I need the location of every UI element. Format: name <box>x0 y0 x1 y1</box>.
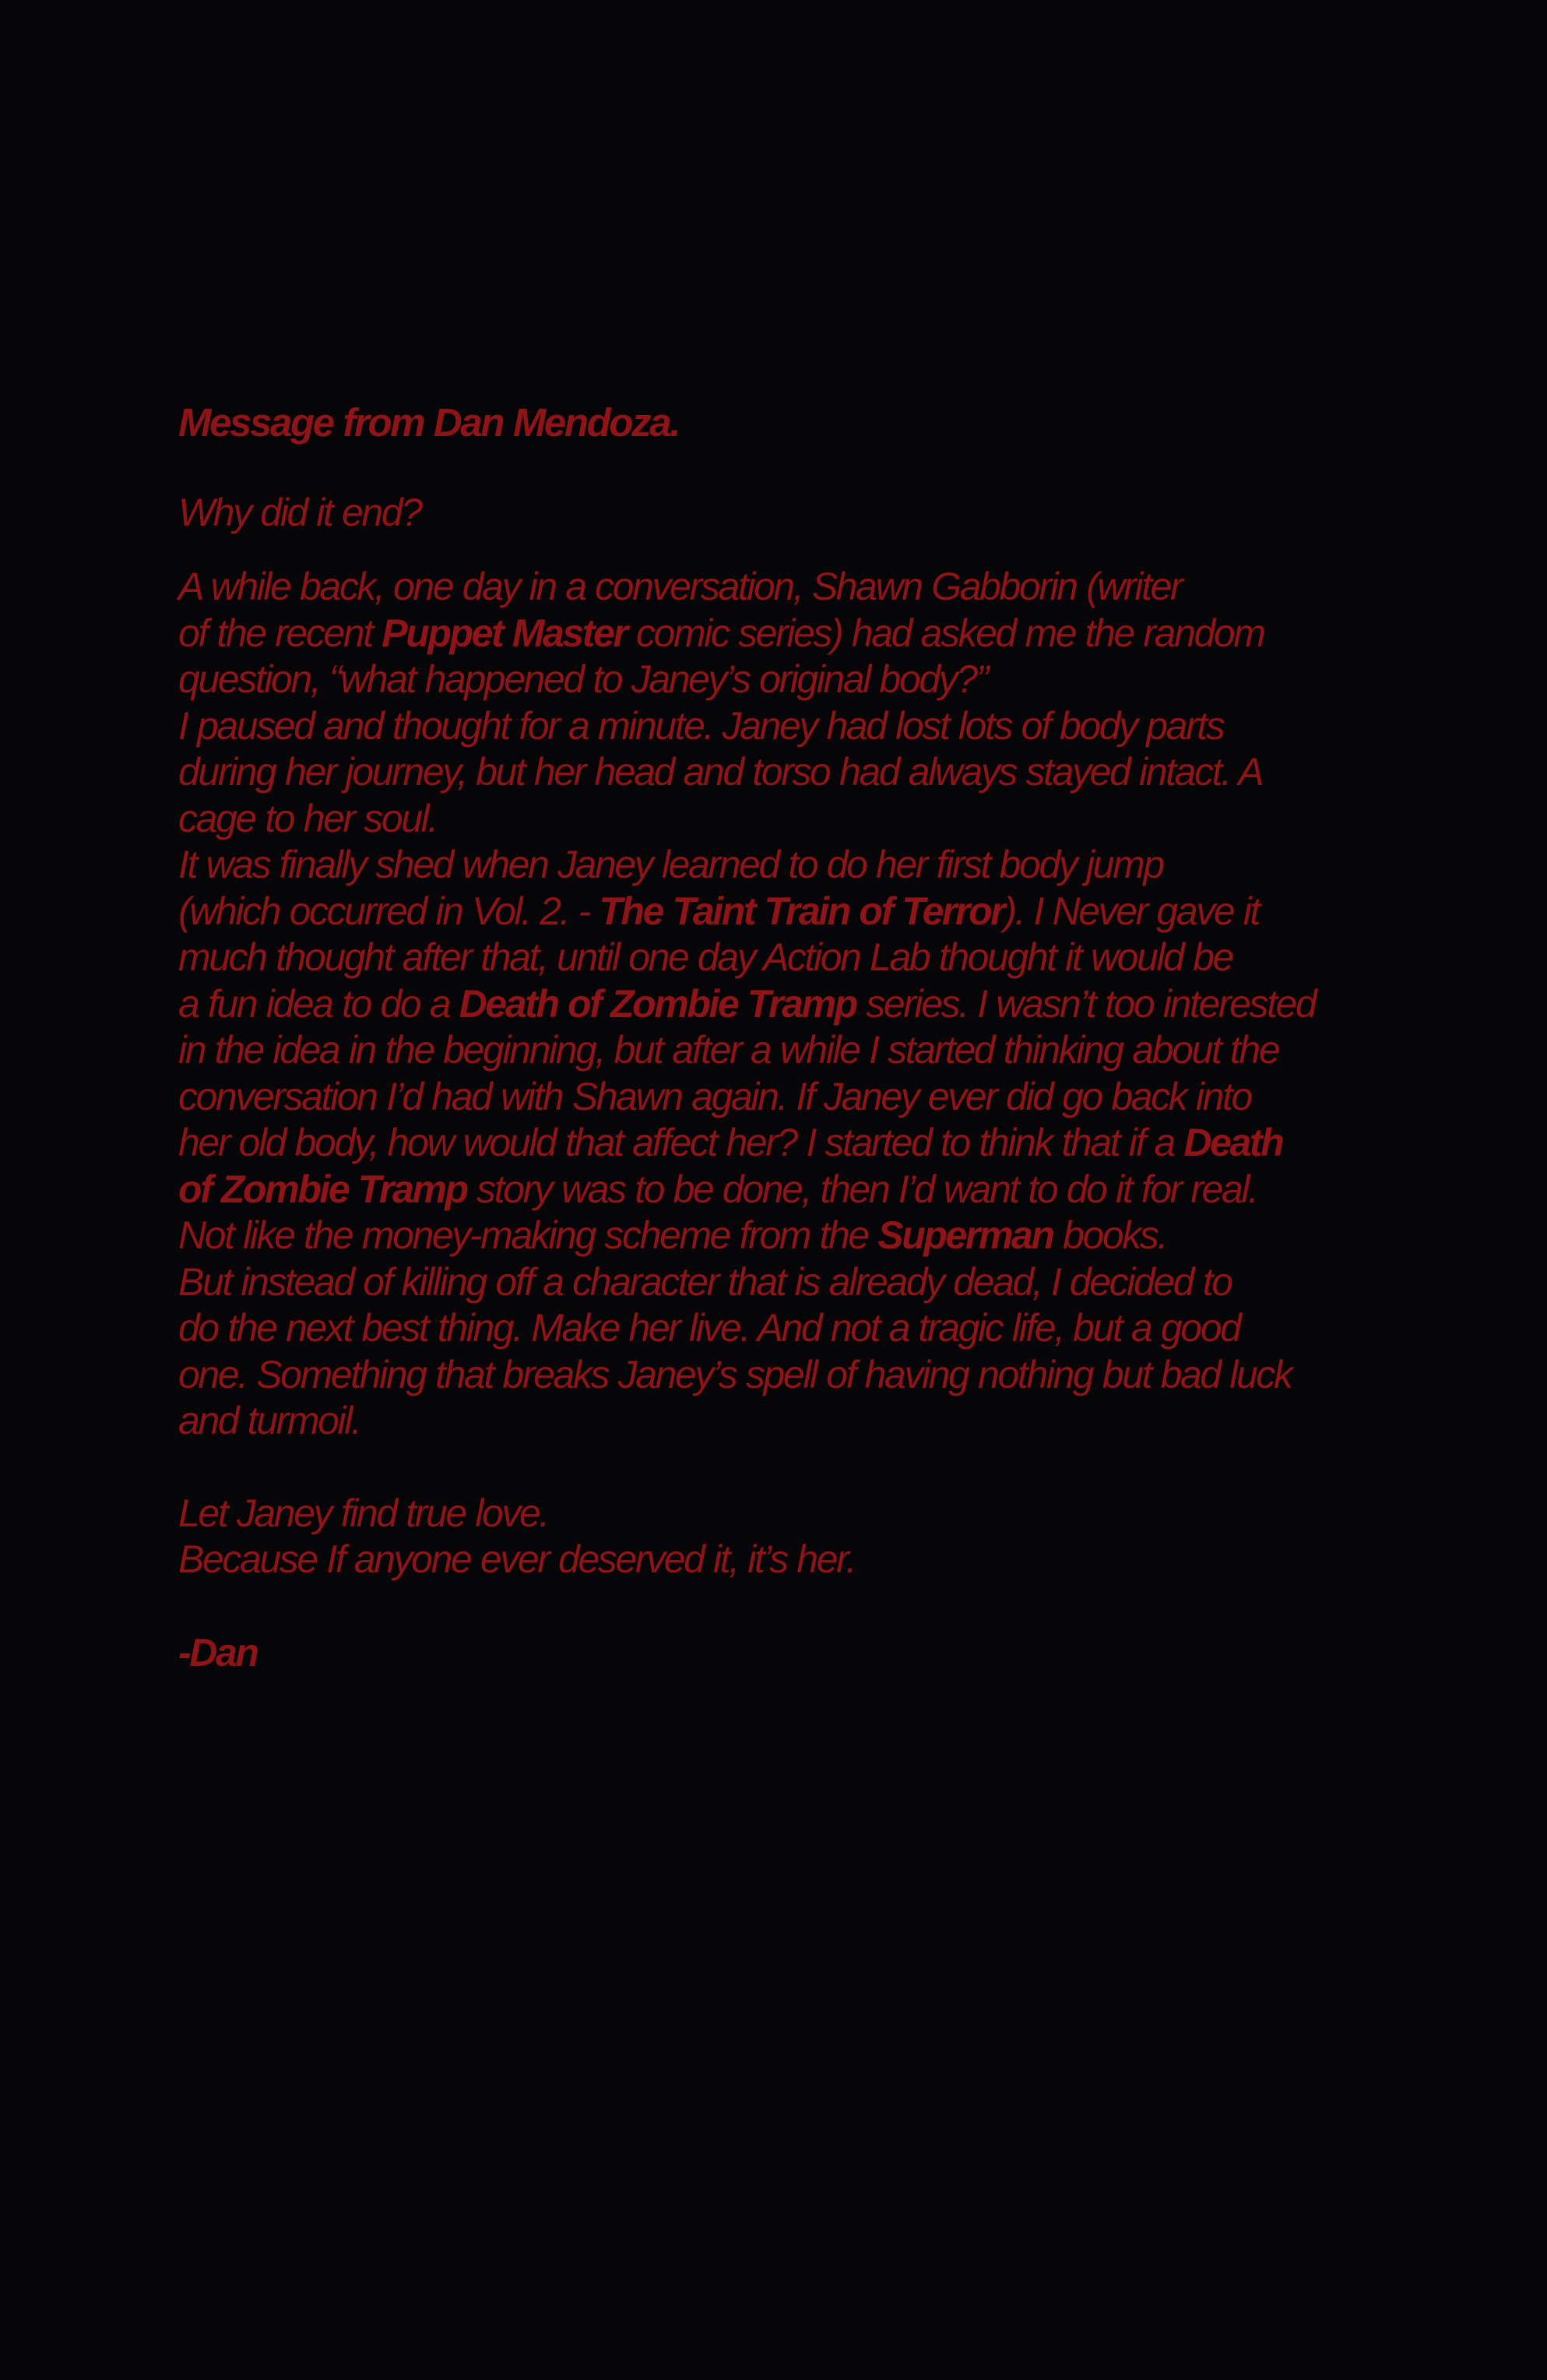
letter-body-line: in the idea in the beginning, but after a while I started thinking about the <box>178 1028 1279 1072</box>
letter-body-line: A while back, one day in a conversation, Shawn Gabborin (writer <box>178 565 1182 608</box>
letter-body-line: It was finally shed when Janey learned to do her first body jump <box>178 843 1163 886</box>
letter-closing <box>178 1491 1393 1583</box>
letter-body-line: do the next best thing. Make her live. And not a tragic life, but a good <box>178 1306 1240 1350</box>
letter-body-line: cage to her soul. <box>178 796 437 840</box>
letter-body-line: But instead of killing off a character that is already dead, I decided to <box>178 1259 1232 1304</box>
letter-body-line: and turmoil. <box>178 1399 360 1442</box>
letter-body-line: of Zombie Tramp story was to be done, then I’d want to do it for real. <box>178 1167 1257 1211</box>
emphasized-title: of Zombie Tramp <box>178 1167 467 1211</box>
emphasized-title: The Taint Train of Terror <box>599 889 1004 933</box>
letter-body-line: Not like the money-making scheme from the Superman books. <box>178 1213 1166 1257</box>
letter-body <box>178 564 1393 1445</box>
letter-body-line: during her journey, but her head and torso had always stayed intact. A <box>178 750 1263 794</box>
letter-body-line: one. Something that breaks Janey’s spell of having nothing but bad luck <box>178 1352 1292 1396</box>
emphasized-title: Death of Zombie Tramp <box>459 981 856 1026</box>
letter <box>178 397 1393 1676</box>
letter-title: Message from Dan Mendoza. <box>178 400 679 445</box>
emphasized-title: Puppet Master <box>381 611 627 655</box>
letter-body-line: conversation I’d had with Shawn again. If Janey ever did go back into <box>178 1074 1251 1118</box>
letter-closing-line: Because If anyone ever deserved it, it’s her. <box>178 1537 855 1581</box>
letter-closing-line: Let Janey find true love. <box>178 1491 548 1535</box>
letter-question: Why did it end? <box>178 491 421 534</box>
emphasized-title: Superman <box>877 1213 1053 1257</box>
emphasized-title: Death <box>1183 1121 1283 1164</box>
letter-body-line: I paused and thought for a minute. Janey had lost lots of body parts <box>178 703 1224 748</box>
letter-body-line: a fun idea to do a Death of Zombie Tramp series. I wasn’t too interested <box>178 981 1316 1026</box>
letter-body-line: of the recent Puppet Master comic series) had asked me the random <box>178 611 1264 655</box>
letter-body-line: question, “what happened to Janey’s original body?” <box>178 657 988 701</box>
letter-body-line: much thought after that, until one day Action Lab thought it would be <box>178 935 1232 979</box>
letter-body-line: her old body, how would that affect her? I started to think that if a Death <box>178 1121 1283 1164</box>
letter-signature: -Dan <box>178 1630 258 1674</box>
letter-body-line: (which occurred in Vol. 2. - The Taint Train of Terror). I Never gave it <box>178 889 1259 933</box>
